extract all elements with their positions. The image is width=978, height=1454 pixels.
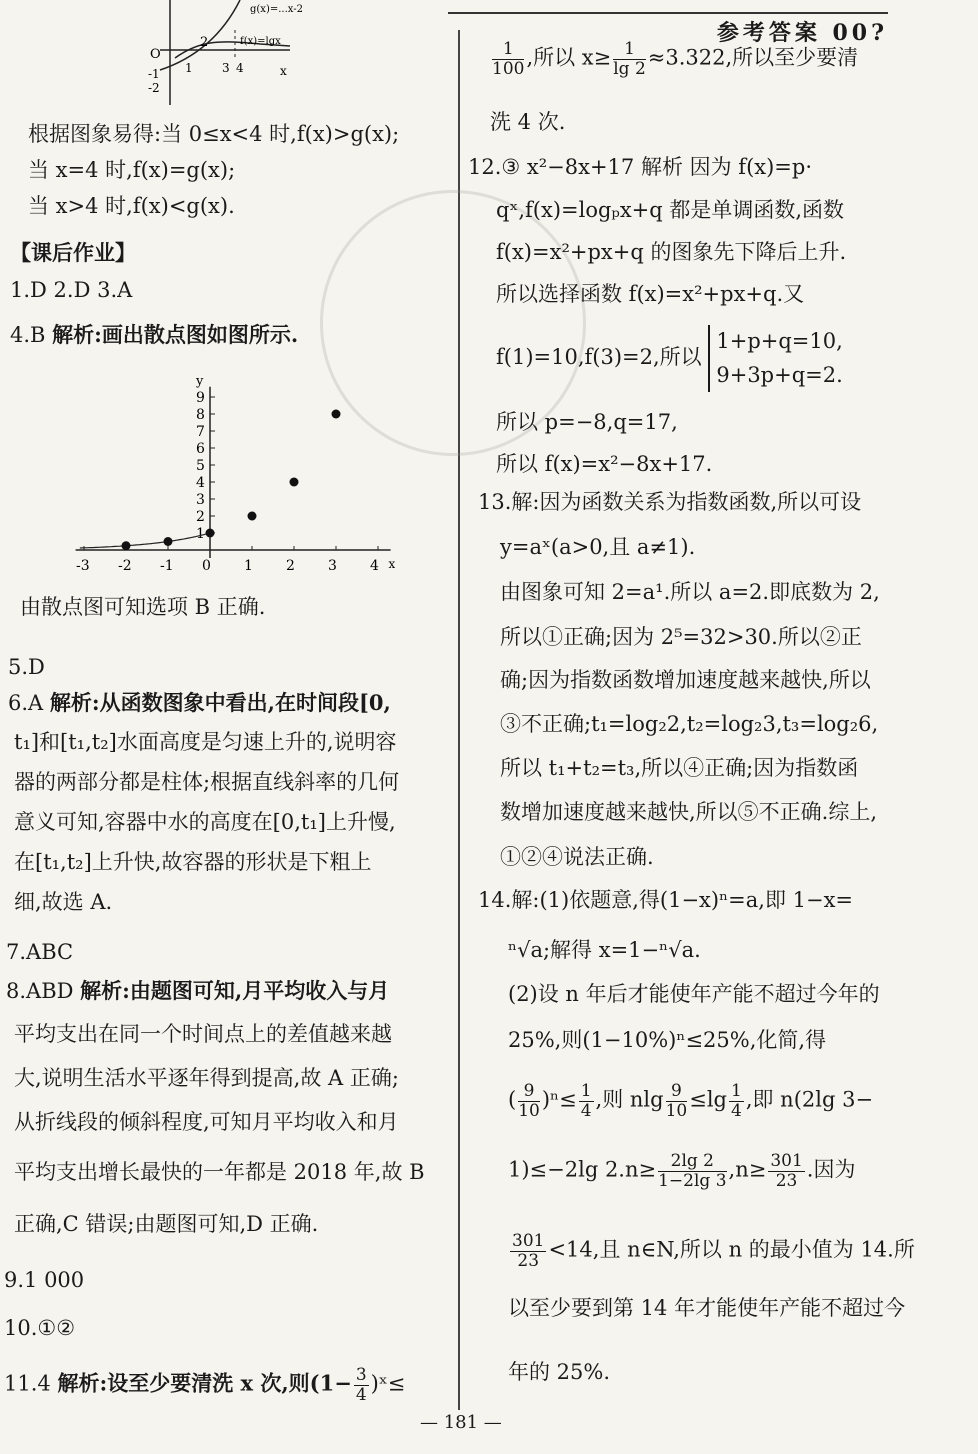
page-number: — 181 —: [420, 1412, 502, 1433]
fraction: $\frac{1}{\lg 2}$: [613, 39, 646, 79]
text-line: 所以 t₁+t₂=t₃,所以④正确;因为指数函: [500, 756, 859, 780]
text-line: $\frac{1}{100}$ ,所以 x≥ $\frac{1}{\lg 2}$ ≈3.322,所以至少要清: [492, 39, 859, 79]
answer-text: 解析:从函数图象中看出,在时间段[0,: [49, 690, 391, 715]
fraction: $\frac{9}{10}$: [665, 1081, 688, 1121]
text-line: f(1)=10,f(3)=2,所以 1+p+q=10, 9+3p+q=2.: [496, 325, 843, 392]
answer-line: [6, 978, 389, 1004]
fraction: $\frac{1}{100}$: [492, 39, 525, 79]
y-tick-label: 8: [196, 407, 205, 423]
top-function-graph: [140, 0, 440, 110]
text-line: t₁]和[t₁,t₂]水面高度是匀速上升的,说明容: [14, 730, 397, 754]
text-line: 10.①②: [4, 1316, 76, 1340]
x-tick-label: 0: [202, 558, 211, 574]
fraction: $\frac{301}{23}$: [512, 1231, 545, 1271]
answer-number: 8.ABD: [6, 979, 74, 1003]
text-line: 在[t₁,t₂]上升快,故容器的形状是下粗上: [14, 850, 372, 874]
graph-origin: O: [150, 47, 161, 62]
section-heading: 【课后作业】: [10, 240, 136, 265]
fraction: $\frac{301}{23}$: [770, 1151, 803, 1191]
text-line: 正确,C 错误;由题图可知,D 正确.: [14, 1212, 319, 1236]
answer-line: [4, 1366, 405, 1404]
text-line: 确;因为指数函数增加速度越来越快,所以: [500, 668, 871, 692]
answer-text: 解析:设至少要清洗 x 次,则(1−: [57, 1370, 352, 1396]
text-line: ( $\frac{9}{10}$ )ⁿ≤ $\frac{1}{4}$ ,则 nlg $\frac{9}{10}$ ≤lg $\frac{1}{4}$ ,即 n(2lg 3−: [508, 1081, 874, 1121]
text-line: 1)≤−2lg 2.n≥ $\frac{2\lg 2}{1-2\lg 3}$ ,n≥ $\frac{301}{23}$ .因为: [508, 1151, 856, 1191]
graph-label-g: g(x)=...x-2: [250, 4, 303, 15]
text-line: 数增加速度越来越快,所以⑤不正确.综上,: [500, 800, 878, 824]
text-line: 大,说明生活水平逐年得到提高,故 A 正确;: [14, 1066, 399, 1090]
answer-text: 解析:画出散点图如图所示.: [52, 322, 299, 347]
text-line: ①②④说法正确.: [500, 845, 654, 869]
y-tick-label: 2: [196, 509, 205, 525]
text-line: 12.③ x²−8x+17 解析 因为 f(x)=p·: [468, 155, 813, 179]
text-line: (2)设 n 年后才能使年产能不超过今年的: [508, 982, 880, 1006]
graph-xtick-3: 3: [222, 61, 230, 75]
text-line: 25%,则(1−10%)ⁿ≤25%,化简,得: [508, 1028, 827, 1052]
fraction: $\frac{1}{4}$: [731, 1081, 742, 1121]
text-line: 9.1 000: [4, 1268, 85, 1292]
fraction: $\frac{9}{10}$: [518, 1081, 540, 1121]
answer-text-tail: )ˣ≤: [370, 1371, 406, 1396]
text-line: f(x)=x²+px+q 的图象先下降后上升.: [496, 240, 847, 264]
data-point: [248, 512, 257, 521]
fraction: $\frac{2\lg 2}{1-2\lg 3}$: [658, 1151, 727, 1191]
text-line: 平均支出增长最快的一年都是 2018 年,故 B: [14, 1160, 425, 1184]
text-line: y=aˣ(a>0,且 a≠1).: [500, 535, 696, 559]
header-title: 参考答案 00?: [716, 20, 888, 46]
y-tick-label: 6: [196, 441, 205, 457]
left-column: [0, 0, 462, 1420]
text-line: 以至少要到第 14 年才能使年产能不超过今: [508, 1296, 906, 1320]
x-tick-label: -2: [118, 558, 132, 574]
graph-ytick-2: -2: [148, 81, 160, 95]
text-line: 平均支出在同一个时间点上的差值越来越: [14, 1022, 392, 1046]
text-line: 7.ABC: [6, 940, 74, 964]
graph-label-f: f(x)=lgx: [240, 36, 281, 47]
data-point: [122, 541, 131, 550]
text-line: 14.解:(1)依题意,得(1−x)ⁿ=a,即 1−x=: [478, 888, 854, 912]
y-tick-label: 4: [196, 475, 205, 491]
text-line: 所以 p=−8,q=17,: [496, 410, 678, 434]
graph-xtick-4: 4: [236, 61, 244, 75]
text-line: 细,故选 A.: [14, 890, 113, 914]
answer-line: [8, 690, 391, 716]
x-tick-label: -1: [160, 558, 174, 574]
text-line: 当 x=4 时,f(x)=g(x);: [28, 158, 236, 182]
trend-curve: [80, 533, 210, 548]
text-line: 器的两部分都是柱体;根据直线斜率的几何: [14, 770, 400, 794]
data-point: [206, 529, 215, 538]
scatter-plot: [75, 355, 395, 585]
text-line: 5.D: [8, 655, 45, 679]
answer-text: 解析:由题图可知,月平均收入与月: [80, 978, 390, 1003]
text-line: 当 x>4 时,f(x)<g(x).: [28, 194, 235, 218]
text-line: qˣ,f(x)=logₚx+q 都是单调函数,函数: [496, 198, 845, 222]
text-line: 年的 25%.: [508, 1360, 611, 1384]
answer-line: [10, 322, 298, 348]
text-line: 1.D 2.D 3.A: [10, 278, 133, 302]
x-tick-label: 1: [244, 558, 253, 574]
fraction: $\frac{1}{4}$: [580, 1081, 592, 1121]
x-tick-label: 2: [286, 558, 295, 574]
x-tick-label: 4: [370, 558, 379, 574]
graph-xtick-1: 1: [185, 61, 193, 75]
text-line: ③不正确;t₁=log₂2,t₂=log₂3,t₃=log₂6,: [500, 712, 879, 736]
y-tick-label: 5: [196, 458, 205, 474]
y-tick-label: 9: [196, 390, 205, 406]
y-tick-label: 1: [196, 526, 205, 542]
answer-number: 4.B: [10, 323, 46, 347]
text-line: 由散点图可知选项 B 正确.: [20, 595, 266, 619]
x-axis-label: x: [388, 557, 395, 571]
x-tick-label: 3: [328, 558, 337, 574]
y-tick-label: 7: [196, 424, 205, 440]
data-point: [332, 410, 341, 419]
text-line: 根据图象易得:当 0≤x<4 时,f(x)>g(x);: [28, 122, 400, 146]
y-axis-label: y: [196, 374, 204, 390]
text-line: 所以①正确;因为 2⁵=32>30.所以②正: [500, 625, 862, 649]
right-column: [468, 0, 968, 1420]
text-line: $\frac{301}{23}$ <14,且 n∈N,所以 n 的最小值为 14.所: [512, 1231, 915, 1271]
fraction: $\frac{3}{4}$: [355, 1365, 367, 1405]
graph-xtick-x: x: [280, 64, 287, 78]
graph-mark-2: 2: [200, 35, 209, 50]
data-point: [290, 478, 299, 487]
text-line: 由图象可知 2=a¹.所以 a=2.即底数为 2,: [500, 580, 880, 604]
text-line: 洗 4 次.: [490, 110, 566, 134]
text-line: ⁿ√a;解得 x=1−ⁿ√a.: [508, 938, 701, 962]
text-line: 从折线段的倾斜程度,可知月平均收入和月: [14, 1110, 399, 1134]
y-tick-label: 3: [196, 492, 205, 508]
equation-system: 1+p+q=10, 9+3p+q=2.: [708, 325, 842, 392]
text-line: 意义可知,容器中水的高度在[0,t₁]上升慢,: [14, 810, 396, 834]
text-line: 所以 f(x)=x²−8x+17.: [496, 452, 713, 476]
text-line: 13.解:因为函数关系为指数函数,所以可设: [478, 490, 862, 514]
answer-number: 6.A: [8, 691, 44, 715]
x-tick-label: -3: [76, 558, 90, 574]
answer-number: 11.4: [4, 1371, 51, 1396]
data-point: [164, 537, 173, 546]
graph-ytick-1: -1: [148, 67, 160, 81]
text-line: 所以选择函数 f(x)=x²+px+q.又: [496, 282, 805, 306]
